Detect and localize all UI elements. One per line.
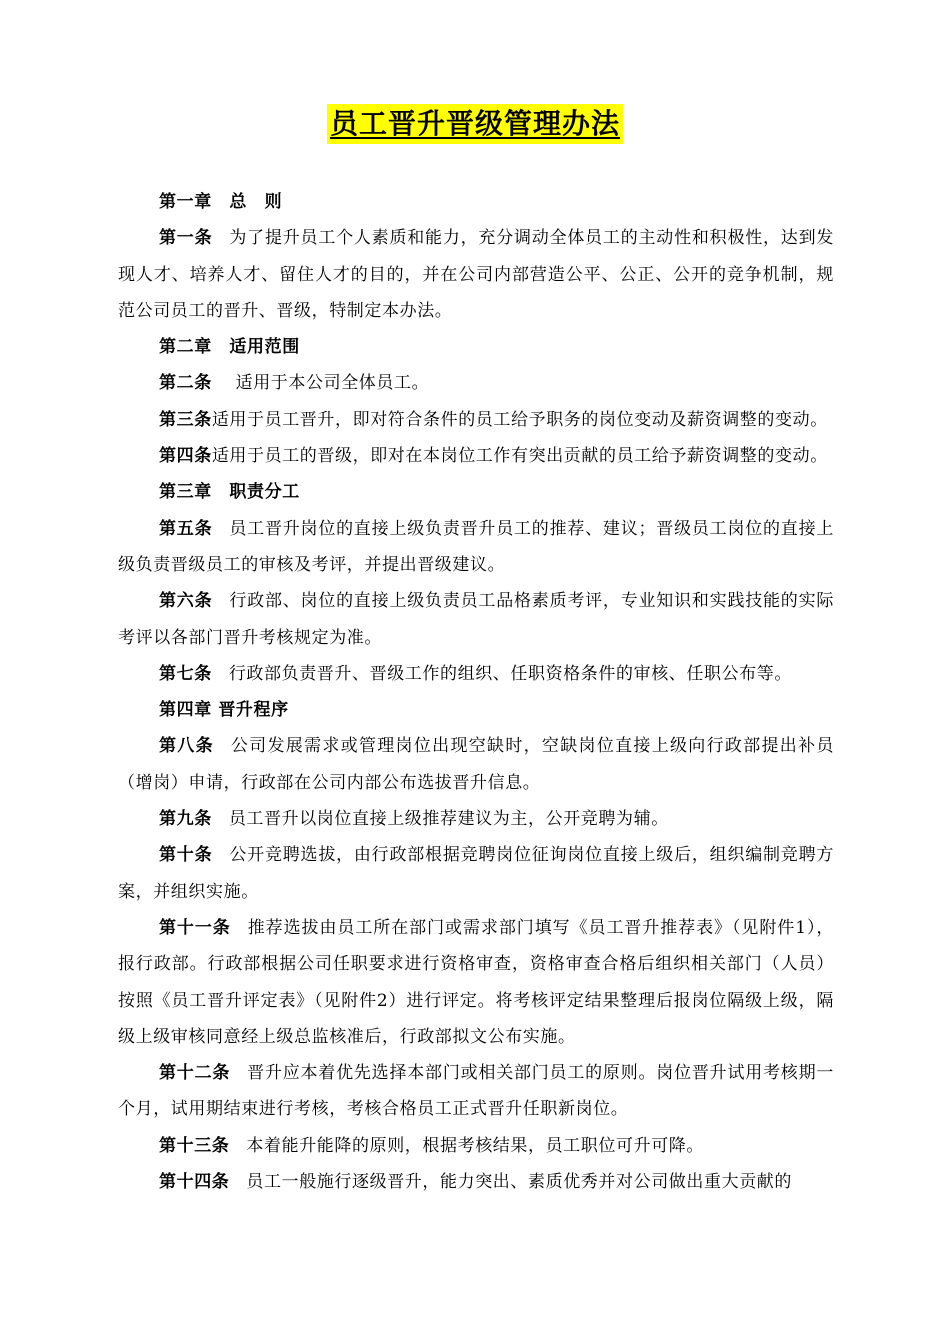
document-body [118, 184, 834, 1200]
article-paragraph [118, 801, 834, 837]
chapter-heading: 第三章 职责分工 [159, 482, 300, 503]
article-text: 适用于本公司全体员工。 [235, 373, 430, 394]
document-title: 员工晋升晋级管理办法 [327, 104, 623, 144]
chapter-heading: 第二章 适用范围 [159, 337, 300, 358]
article-label: 第五条 [159, 518, 213, 539]
article-label: 第十四条 [159, 1172, 230, 1193]
article-text: 晋升应本着优先选择本部门或相关部门员工的原则。岗位晋升试用考核期一个月，试用期结束进行考核，考核合格员工正式晋升任职新岗位。 [118, 1063, 834, 1120]
title-wrap [0, 104, 950, 144]
chapter-heading: 第四章 晋升程序 [159, 700, 289, 721]
article-label: 第二条 [159, 373, 212, 394]
article-text: 员工晋升以岗位直接上级推荐建议为主，公开竞聘为辅。 [228, 809, 669, 830]
article-label: 第八条 [159, 736, 214, 757]
article-text: 本着能升能降的原则，根据考核结果，员工职位可升可降。 [246, 1135, 705, 1156]
article-text: 行政部、岗位的直接上级负责员工品格素质考评，专业知识和实践技能的实际考评以各部门晋升考核规定为准。 [118, 591, 834, 648]
article-paragraph [118, 220, 834, 329]
article-text: 公司发展需求或管理岗位出现空缺时，空缺岗位直接上级向行政部提出补员（增岗）申请，行政部在公司内部公布选拔晋升信息。 [118, 736, 834, 793]
article-label: 第九条 [159, 809, 212, 830]
chapter-heading: 第一章 总 则 [159, 192, 283, 212]
article-label: 第十条 [159, 845, 213, 866]
article-label: 第十二条 [159, 1063, 231, 1084]
article-paragraph [118, 402, 834, 438]
article-paragraph [118, 438, 834, 474]
article-paragraph [118, 1164, 834, 1200]
article-paragraph [118, 583, 834, 656]
article-label: 第三条 [159, 409, 212, 430]
article-text: 适用于员工的晋级，即对在本岗位工作有突出贡献的员工给予薪资调整的变动。 [211, 446, 828, 467]
article-paragraph [118, 910, 834, 1055]
article-paragraph [118, 365, 834, 401]
article-label: 第六条 [159, 591, 213, 612]
article-paragraph [118, 656, 834, 692]
article-label: 第一条 [159, 228, 213, 249]
article-paragraph [118, 1128, 834, 1164]
article-label: 第十一条 [159, 917, 231, 938]
article-text: 行政部负责晋升、晋级工作的组织、任职资格条件的审核、任职公布等。 [228, 663, 793, 684]
article-label: 第七条 [159, 663, 212, 684]
article-text: 员工晋升岗位的直接上级负责晋升员工的推荐、建议；晋级员工岗位的直接上级负责晋级员工的审核及考评，并提出晋级建议。 [118, 518, 834, 575]
article-paragraph [118, 728, 834, 801]
article-text: 为了提升员工个人素质和能力，充分调动全体员工的主动性和积极性，达到发现人才、培养人才、留住人才的目的，并在公司内部营造公平、公正、公开的竞争机制，规范公司员工的晋升、晋级，特制定本办法。 [118, 228, 834, 321]
article-paragraph [118, 511, 834, 584]
article-text: 推荐选拔由员工所在部门或需求部门填写《员工晋升推荐表》（见附件1），报行政部。行政部根据公司任职要求进行资格审查，资格审查合格后组织相关部门（人员）按照《员工晋升评定表》（见附件2）进行评定。将考核评定结果整理后报岗位隔级上级，隔级上级审核同意经上级总监核准后，行政部拟文公布实施。 [118, 917, 835, 1047]
article-label: 第十三条 [159, 1135, 230, 1156]
article-text: 适用于员工晋升，即对符合条件的员工给予职务的岗位变动及薪资调整的变动。 [211, 409, 828, 430]
article-text: 员工一般施行逐级晋升，能力突出、素质优秀并对公司做出重大贡献的 [246, 1172, 793, 1193]
article-text: 公开竞聘选拔，由行政部根据竞聘岗位征询岗位直接上级后，组织编制竞聘方案，并组织实施。 [118, 845, 834, 902]
article-label: 第四条 [159, 446, 212, 467]
article-paragraph [118, 837, 834, 910]
article-paragraph [118, 1055, 834, 1128]
